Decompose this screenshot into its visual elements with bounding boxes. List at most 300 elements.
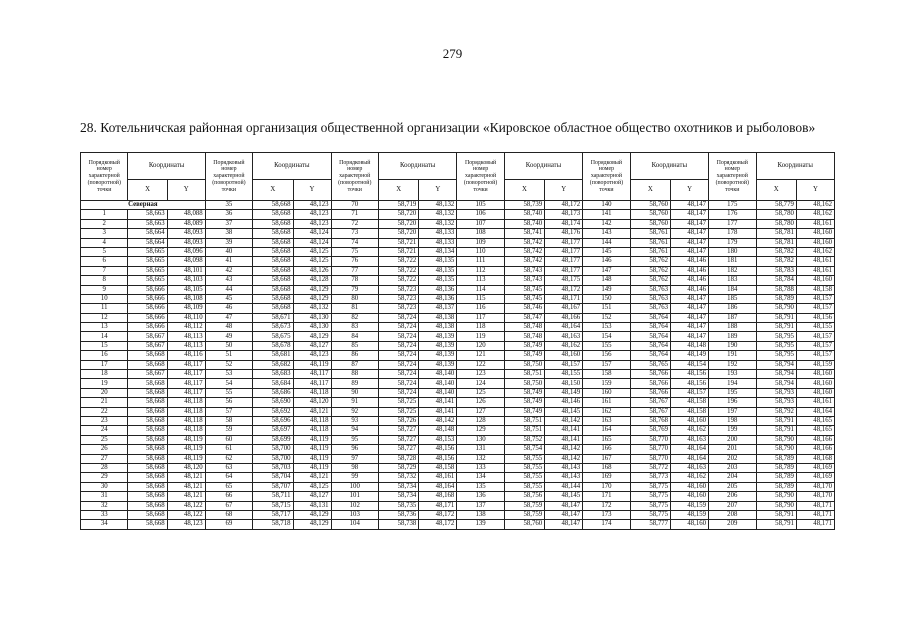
x-coordinate: 58,724 bbox=[378, 379, 418, 388]
x-coordinate: 58,752 bbox=[504, 435, 544, 444]
table-row bbox=[81, 304, 835, 313]
y-coordinate: 48,119 bbox=[167, 454, 205, 463]
point-number: 125 bbox=[457, 388, 504, 397]
point-number: 200 bbox=[709, 435, 756, 444]
x-coordinate: 58,666 bbox=[128, 294, 167, 303]
point-number: 60 bbox=[205, 435, 252, 444]
x-coordinate: 58,764 bbox=[630, 351, 670, 360]
y-coordinate: 48,171 bbox=[796, 520, 834, 529]
x-coordinate: 58,725 bbox=[378, 407, 418, 416]
y-coordinate: 48,157 bbox=[796, 304, 834, 313]
x-coordinate: 58,749 bbox=[504, 341, 544, 350]
x-coordinate: 58,751 bbox=[504, 370, 544, 379]
x-coordinate: 58,789 bbox=[756, 294, 796, 303]
point-number: 51 bbox=[205, 351, 252, 360]
point-number-header: Порядковый номер характерной (поворотной) точки bbox=[81, 153, 128, 201]
x-coordinate: 58,703 bbox=[253, 463, 293, 472]
point-number: 36 bbox=[205, 210, 252, 219]
y-coordinate: 48,161 bbox=[796, 266, 834, 275]
x-coordinate: 58,751 bbox=[504, 426, 544, 435]
x-coordinate: 58,768 bbox=[630, 416, 670, 425]
y-coordinate: 48,147 bbox=[671, 201, 709, 210]
point-number: 145 bbox=[583, 247, 630, 256]
x-coordinate: 58,665 bbox=[128, 266, 167, 275]
y-coordinate: 48,172 bbox=[545, 201, 583, 210]
x-coordinate: 58,682 bbox=[253, 360, 293, 369]
x-coordinate: 58,724 bbox=[378, 313, 418, 322]
point-number: 91 bbox=[331, 398, 378, 407]
point-number: 24 bbox=[81, 426, 128, 435]
x-coordinate: 58,767 bbox=[630, 398, 670, 407]
point-number: 128 bbox=[457, 416, 504, 425]
point-number: 159 bbox=[583, 379, 630, 388]
x-coordinate: 58,782 bbox=[756, 257, 796, 266]
y-coordinate: 48,136 bbox=[419, 285, 457, 294]
x-coordinate: 58,755 bbox=[504, 482, 544, 491]
x-coordinate: 58,668 bbox=[253, 210, 293, 219]
x-coordinate: 58,675 bbox=[253, 332, 293, 341]
point-number-header: Порядковый номер характерной (поворотной) точки bbox=[331, 153, 378, 201]
y-coordinate: 48,142 bbox=[545, 445, 583, 454]
point-number-header: Порядковый номер характерной (поворотной) точки bbox=[583, 153, 630, 201]
point-number: 137 bbox=[457, 501, 504, 510]
x-coordinate: 58,738 bbox=[378, 520, 418, 529]
point-number: 141 bbox=[583, 210, 630, 219]
y-coordinate: 48,117 bbox=[167, 370, 205, 379]
x-coordinate: 58,684 bbox=[253, 379, 293, 388]
y-coordinate: 48,098 bbox=[167, 257, 205, 266]
y-coordinate: 48,116 bbox=[167, 351, 205, 360]
y-coordinate: 48,149 bbox=[545, 388, 583, 397]
y-coordinate: 48,121 bbox=[293, 473, 331, 482]
point-number: 84 bbox=[331, 332, 378, 341]
y-coordinate: 48,177 bbox=[545, 238, 583, 247]
x-coordinate: 58,724 bbox=[378, 388, 418, 397]
point-number: 80 bbox=[331, 294, 378, 303]
x-coordinate: 58,668 bbox=[128, 463, 167, 472]
x-coordinate: 58,664 bbox=[128, 238, 167, 247]
x-coordinate: 58,715 bbox=[253, 501, 293, 510]
y-coordinate: 48,161 bbox=[796, 257, 834, 266]
x-coordinate: 58,789 bbox=[756, 463, 796, 472]
point-number: 166 bbox=[583, 445, 630, 454]
point-number: 14 bbox=[81, 332, 128, 341]
point-number: 75 bbox=[331, 247, 378, 256]
x-coordinate: 58,759 bbox=[504, 501, 544, 510]
point-number: 158 bbox=[583, 370, 630, 379]
y-coordinate: 48,165 bbox=[796, 426, 834, 435]
y-coordinate: 48,142 bbox=[419, 416, 457, 425]
point-number: 119 bbox=[457, 332, 504, 341]
x-coordinate: 58,791 bbox=[756, 510, 796, 519]
x-coordinate: 58,699 bbox=[253, 435, 293, 444]
point-number: 96 bbox=[331, 445, 378, 454]
x-coordinate: 58,788 bbox=[756, 285, 796, 294]
y-coordinate: 48,129 bbox=[293, 520, 331, 529]
x-coordinate: 58,721 bbox=[378, 247, 418, 256]
y-coordinate: 48,139 bbox=[419, 332, 457, 341]
x-coordinate: 58,736 bbox=[378, 510, 418, 519]
x-coordinate: 58,770 bbox=[630, 445, 670, 454]
point-number: 22 bbox=[81, 407, 128, 416]
y-coordinate: 48,156 bbox=[419, 454, 457, 463]
point-number: 55 bbox=[205, 388, 252, 397]
x-coordinate: 58,759 bbox=[504, 510, 544, 519]
x-coordinate: 58,743 bbox=[504, 276, 544, 285]
point-number: 53 bbox=[205, 370, 252, 379]
point-number: 79 bbox=[331, 285, 378, 294]
y-header: Y bbox=[167, 180, 205, 201]
point-number: 142 bbox=[583, 219, 630, 228]
x-coordinate: 58,764 bbox=[630, 341, 670, 350]
table-row bbox=[81, 379, 835, 388]
x-coordinate: 58,770 bbox=[630, 454, 670, 463]
y-coordinate: 48,108 bbox=[167, 294, 205, 303]
y-coordinate: 48,145 bbox=[545, 492, 583, 501]
point-number: 81 bbox=[331, 304, 378, 313]
point-number: 130 bbox=[457, 435, 504, 444]
y-coordinate: 48,134 bbox=[419, 247, 457, 256]
y-coordinate: 48,123 bbox=[167, 520, 205, 529]
x-coordinate: 58,749 bbox=[504, 407, 544, 416]
x-coordinate: 58,700 bbox=[253, 454, 293, 463]
point-number: 178 bbox=[709, 229, 756, 238]
table-row bbox=[81, 210, 835, 219]
point-number: 45 bbox=[205, 294, 252, 303]
table-row bbox=[81, 276, 835, 285]
x-coordinate: 58,668 bbox=[128, 416, 167, 425]
y-coordinate: 48,169 bbox=[796, 463, 834, 472]
y-coordinate: 48,160 bbox=[796, 229, 834, 238]
point-number: 54 bbox=[205, 379, 252, 388]
point-number: 167 bbox=[583, 454, 630, 463]
x-coordinate: 58,775 bbox=[630, 510, 670, 519]
x-coordinate: 58,668 bbox=[128, 473, 167, 482]
y-coordinate: 48,157 bbox=[545, 360, 583, 369]
y-coordinate: 48,135 bbox=[419, 266, 457, 275]
coordinates-header: Координаты bbox=[504, 153, 582, 180]
point-number: 37 bbox=[205, 219, 252, 228]
y-coordinate: 48,147 bbox=[671, 229, 709, 238]
point-number: 59 bbox=[205, 426, 252, 435]
x-coordinate: 58,791 bbox=[756, 323, 796, 332]
y-coordinate: 48,160 bbox=[545, 351, 583, 360]
x-coordinate: 58,766 bbox=[630, 379, 670, 388]
y-coordinate: 48,138 bbox=[419, 313, 457, 322]
point-number: 202 bbox=[709, 454, 756, 463]
point-number: 50 bbox=[205, 341, 252, 350]
y-coordinate: 48,157 bbox=[796, 332, 834, 341]
y-coordinate: 48,148 bbox=[671, 341, 709, 350]
point-number: 198 bbox=[709, 416, 756, 425]
point-number: 74 bbox=[331, 238, 378, 247]
point-number: 206 bbox=[709, 492, 756, 501]
point-number: 161 bbox=[583, 398, 630, 407]
y-coordinate: 48,124 bbox=[293, 238, 331, 247]
x-coordinate: 58,739 bbox=[504, 201, 544, 210]
point-number: 110 bbox=[457, 247, 504, 256]
y-header: Y bbox=[545, 180, 583, 201]
point-number: 62 bbox=[205, 454, 252, 463]
point-number: 11 bbox=[81, 304, 128, 313]
y-coordinate: 48,166 bbox=[796, 435, 834, 444]
y-coordinate: 48,153 bbox=[419, 435, 457, 444]
x-coordinate: 58,726 bbox=[378, 416, 418, 425]
point-number: 177 bbox=[709, 219, 756, 228]
y-coordinate: 48,174 bbox=[545, 219, 583, 228]
point-number: 85 bbox=[331, 341, 378, 350]
x-header: X bbox=[504, 180, 544, 201]
x-coordinate: 58,763 bbox=[630, 285, 670, 294]
point-number: 192 bbox=[709, 360, 756, 369]
y-coordinate: 48,162 bbox=[671, 426, 709, 435]
x-coordinate: 58,760 bbox=[630, 201, 670, 210]
point-number: 182 bbox=[709, 266, 756, 275]
point-number: 44 bbox=[205, 285, 252, 294]
x-coordinate: 58,722 bbox=[378, 276, 418, 285]
y-coordinate: 48,089 bbox=[167, 219, 205, 228]
point-number: 76 bbox=[331, 257, 378, 266]
table-row bbox=[81, 388, 835, 397]
y-coordinate: 48,125 bbox=[293, 247, 331, 256]
point-number: 176 bbox=[709, 210, 756, 219]
x-coordinate: 58,761 bbox=[630, 238, 670, 247]
point-number: 170 bbox=[583, 482, 630, 491]
y-coordinate: 48,118 bbox=[293, 416, 331, 425]
y-coordinate: 48,162 bbox=[671, 473, 709, 482]
y-coordinate: 48,119 bbox=[167, 445, 205, 454]
x-coordinate: 58,668 bbox=[253, 294, 293, 303]
x-coordinate: 58,770 bbox=[630, 435, 670, 444]
point-number: 89 bbox=[331, 379, 378, 388]
y-coordinate: 48,117 bbox=[293, 370, 331, 379]
y-coordinate: 48,139 bbox=[419, 341, 457, 350]
x-coordinate: 58,727 bbox=[378, 426, 418, 435]
point-number: 108 bbox=[457, 229, 504, 238]
point-number: 146 bbox=[583, 257, 630, 266]
x-coordinate: 58,727 bbox=[378, 445, 418, 454]
y-coordinate: 48,129 bbox=[293, 285, 331, 294]
y-coordinate: 48,138 bbox=[419, 323, 457, 332]
y-coordinate: 48,127 bbox=[293, 341, 331, 350]
x-coordinate: 58,777 bbox=[630, 520, 670, 529]
table-row bbox=[81, 332, 835, 341]
point-number: 207 bbox=[709, 501, 756, 510]
y-coordinate: 48,176 bbox=[545, 229, 583, 238]
x-coordinate: 58,783 bbox=[756, 266, 796, 275]
y-header: Y bbox=[293, 180, 331, 201]
x-coordinate: 58,781 bbox=[756, 238, 796, 247]
point-number: 15 bbox=[81, 341, 128, 350]
y-coordinate: 48,123 bbox=[293, 201, 331, 210]
x-coordinate: 58,668 bbox=[128, 501, 167, 510]
x-coordinate: 58,667 bbox=[128, 332, 167, 341]
point-number: 13 bbox=[81, 323, 128, 332]
y-coordinate: 48,160 bbox=[796, 276, 834, 285]
point-number: 115 bbox=[457, 294, 504, 303]
x-coordinate: 58,668 bbox=[253, 238, 293, 247]
x-coordinate: 58,795 bbox=[756, 351, 796, 360]
point-number: 25 bbox=[81, 435, 128, 444]
x-coordinate: 58,748 bbox=[504, 332, 544, 341]
point-number: 131 bbox=[457, 445, 504, 454]
x-coordinate: 58,722 bbox=[378, 266, 418, 275]
y-coordinate: 48,135 bbox=[419, 257, 457, 266]
y-coordinate: 48,170 bbox=[796, 482, 834, 491]
table-row bbox=[81, 435, 835, 444]
point-number: 175 bbox=[709, 201, 756, 210]
point-number: 194 bbox=[709, 379, 756, 388]
y-coordinate: 48,109 bbox=[167, 304, 205, 313]
y-coordinate: 48,166 bbox=[796, 445, 834, 454]
table-row bbox=[81, 510, 835, 519]
y-coordinate: 48,132 bbox=[419, 210, 457, 219]
point-number: 35 bbox=[205, 201, 252, 210]
x-coordinate: 58,761 bbox=[630, 247, 670, 256]
y-coordinate: 48,119 bbox=[293, 445, 331, 454]
point-number: 57 bbox=[205, 407, 252, 416]
y-coordinate: 48,120 bbox=[167, 463, 205, 472]
y-coordinate: 48,146 bbox=[671, 285, 709, 294]
y-coordinate: 48,177 bbox=[545, 257, 583, 266]
page-number: 279 bbox=[442, 46, 463, 61]
x-coordinate: 58,728 bbox=[378, 454, 418, 463]
x-coordinate: 58,668 bbox=[253, 257, 293, 266]
table-row bbox=[81, 323, 835, 332]
x-coordinate: 58,762 bbox=[630, 276, 670, 285]
x-coordinate: 58,789 bbox=[756, 473, 796, 482]
x-coordinate: 58,724 bbox=[378, 360, 418, 369]
point-number: 203 bbox=[709, 463, 756, 472]
y-coordinate: 48,093 bbox=[167, 229, 205, 238]
y-coordinate: 48,133 bbox=[419, 229, 457, 238]
point-number: 139 bbox=[457, 520, 504, 529]
point-number: 133 bbox=[457, 463, 504, 472]
point-number: 43 bbox=[205, 276, 252, 285]
x-coordinate: 58,746 bbox=[504, 304, 544, 313]
x-coordinate: 58,692 bbox=[253, 407, 293, 416]
y-coordinate: 48,117 bbox=[293, 379, 331, 388]
point-number: 126 bbox=[457, 398, 504, 407]
point-number: 180 bbox=[709, 247, 756, 256]
y-coordinate: 48,147 bbox=[671, 247, 709, 256]
x-coordinate: 58,666 bbox=[128, 285, 167, 294]
x-coordinate: 58,722 bbox=[378, 257, 418, 266]
x-coordinate: 58,791 bbox=[756, 426, 796, 435]
x-coordinate: 58,668 bbox=[253, 229, 293, 238]
y-coordinate: 48,147 bbox=[671, 323, 709, 332]
point-number: 186 bbox=[709, 304, 756, 313]
point-number: 26 bbox=[81, 445, 128, 454]
x-coordinate: 58,724 bbox=[378, 332, 418, 341]
x-coordinate: 58,666 bbox=[128, 304, 167, 313]
y-coordinate: 48,157 bbox=[796, 294, 834, 303]
point-number: 64 bbox=[205, 473, 252, 482]
point-number: 69 bbox=[205, 520, 252, 529]
x-coordinate: 58,790 bbox=[756, 492, 796, 501]
point-number: 196 bbox=[709, 398, 756, 407]
document-heading: 28. Котельничская районная организация общественной организации «Кировское областное общество охотников и рыболовов» bbox=[80, 120, 816, 135]
y-coordinate: 48,125 bbox=[293, 482, 331, 491]
table-row bbox=[81, 351, 835, 360]
table-row bbox=[81, 463, 835, 472]
y-coordinate: 48,158 bbox=[796, 285, 834, 294]
x-coordinate: 58,795 bbox=[756, 341, 796, 350]
x-coordinate: 58,748 bbox=[504, 323, 544, 332]
point-number: 140 bbox=[583, 201, 630, 210]
y-coordinate: 48,132 bbox=[419, 201, 457, 210]
point-number: 191 bbox=[709, 351, 756, 360]
point-number: 2 bbox=[81, 219, 128, 228]
y-coordinate: 48,132 bbox=[419, 219, 457, 228]
y-coordinate: 48,141 bbox=[419, 398, 457, 407]
point-number: 33 bbox=[81, 510, 128, 519]
x-header: X bbox=[128, 180, 167, 201]
point-number: 20 bbox=[81, 388, 128, 397]
y-coordinate: 48,168 bbox=[419, 492, 457, 501]
y-coordinate: 48,157 bbox=[671, 388, 709, 397]
x-coordinate: 58,667 bbox=[128, 341, 167, 350]
point-number: 163 bbox=[583, 416, 630, 425]
point-number: 29 bbox=[81, 473, 128, 482]
point-number: 116 bbox=[457, 304, 504, 313]
y-coordinate: 48,139 bbox=[419, 351, 457, 360]
y-coordinate: 48,164 bbox=[671, 445, 709, 454]
point-number: 201 bbox=[709, 445, 756, 454]
x-coordinate: 58,775 bbox=[630, 482, 670, 491]
x-coordinate: 58,723 bbox=[378, 304, 418, 313]
y-coordinate: 48,121 bbox=[167, 473, 205, 482]
y-coordinate: 48,160 bbox=[796, 370, 834, 379]
point-number: 153 bbox=[583, 323, 630, 332]
table-body bbox=[81, 201, 835, 530]
x-coordinate: 58,761 bbox=[630, 229, 670, 238]
x-coordinate: 58,668 bbox=[128, 426, 167, 435]
point-number: 87 bbox=[331, 360, 378, 369]
point-number: 152 bbox=[583, 313, 630, 322]
x-coordinate: 58,791 bbox=[756, 416, 796, 425]
x-coordinate: 58,763 bbox=[630, 304, 670, 313]
table-row bbox=[81, 473, 835, 482]
point-number: 123 bbox=[457, 370, 504, 379]
point-number: 61 bbox=[205, 445, 252, 454]
x-coordinate: 58,740 bbox=[504, 219, 544, 228]
x-coordinate: 58,769 bbox=[630, 426, 670, 435]
point-number: 28 bbox=[81, 463, 128, 472]
table-row bbox=[81, 229, 835, 238]
point-number: 34 bbox=[81, 520, 128, 529]
point-number: 185 bbox=[709, 294, 756, 303]
point-number: 132 bbox=[457, 454, 504, 463]
y-coordinate: 48,162 bbox=[796, 210, 834, 219]
y-coordinate: 48,161 bbox=[796, 398, 834, 407]
point-number: 165 bbox=[583, 435, 630, 444]
x-coordinate: 58,764 bbox=[630, 323, 670, 332]
x-coordinate: 58,683 bbox=[253, 370, 293, 379]
x-coordinate: 58,725 bbox=[378, 398, 418, 407]
x-coordinate: 58,742 bbox=[504, 247, 544, 256]
coordinates-header: Координаты bbox=[128, 153, 205, 180]
point-number: 189 bbox=[709, 332, 756, 341]
table-row bbox=[81, 219, 835, 228]
x-coordinate: 58,668 bbox=[128, 492, 167, 501]
x-coordinate: 58,663 bbox=[128, 210, 167, 219]
x-coordinate: 58,794 bbox=[756, 370, 796, 379]
x-coordinate: 58,690 bbox=[253, 398, 293, 407]
y-coordinate: 48,121 bbox=[293, 407, 331, 416]
x-coordinate: 58,717 bbox=[253, 510, 293, 519]
point-number: 65 bbox=[205, 482, 252, 491]
